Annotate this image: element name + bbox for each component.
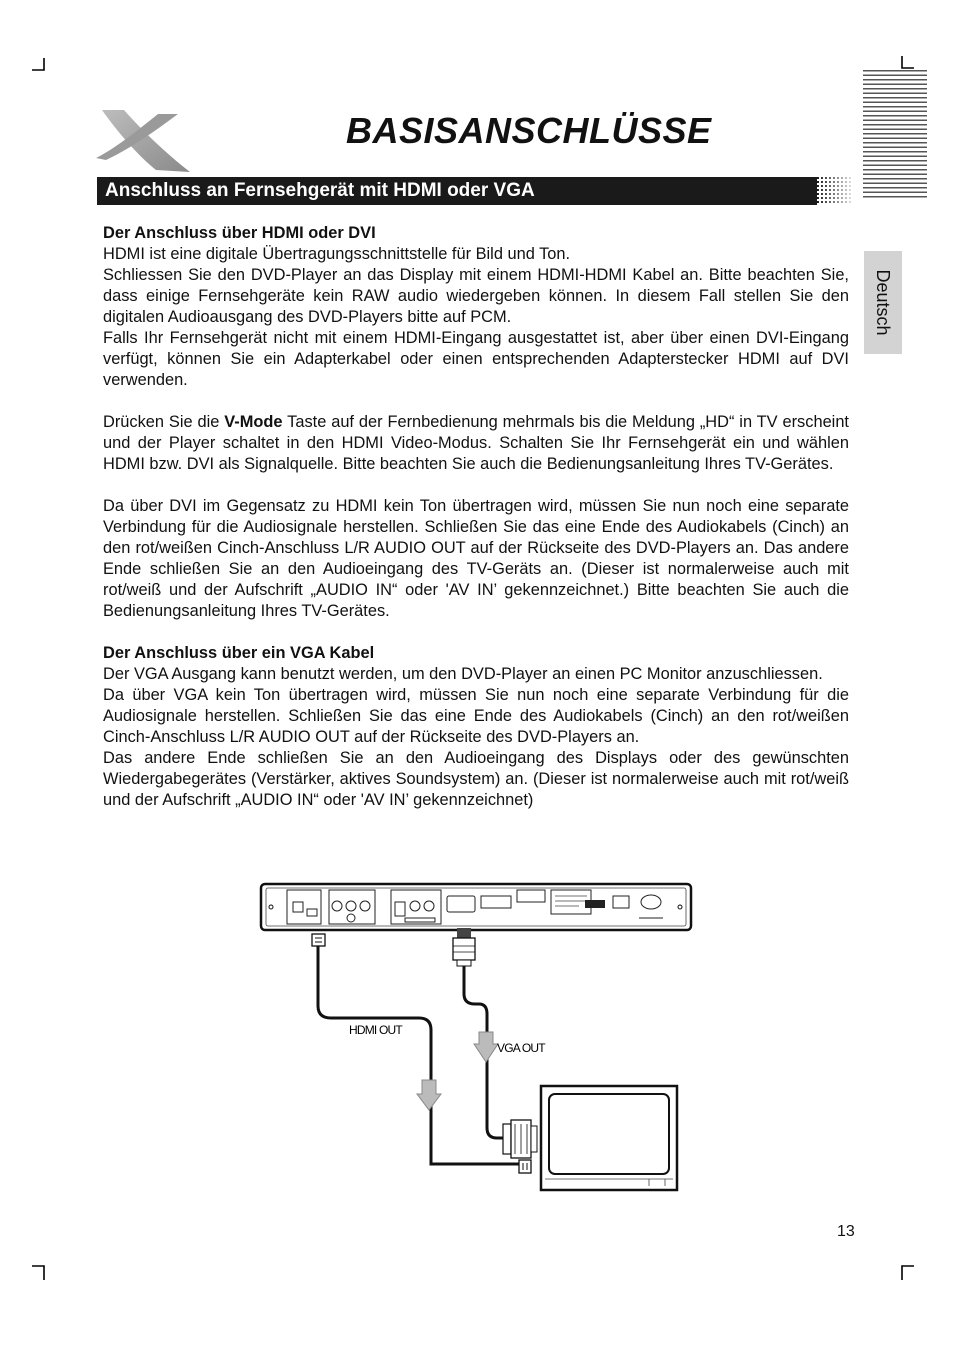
monitor-icon — [541, 1086, 677, 1190]
language-tab — [864, 251, 902, 354]
vga-out-label: VGA OUT — [497, 1041, 545, 1055]
vga-paragraph-1: Der VGA Ausgang kann benutzt werden, um den DVD-Player an einen PC Monitor anzuschliessen. — [103, 665, 823, 683]
vmode-key: V-Mode — [224, 413, 283, 431]
decorative-stripes — [863, 70, 927, 198]
vga-paragraph-3: Das andere Ende schließen Sie an den Audioeingang des Displays oder des gewünschten Wiedergabegerätes (Verstärker, aktives Soundsystem) an. (Dieser ist normalerweise auch mit rot/weiß und der Aufschrift „AUDIO IN“ oder 'AV IN’ gekennzeichnet) — [103, 749, 849, 809]
crop-mark-bottom-left — [30, 1264, 50, 1284]
language-tab-label: Deutsch — [873, 269, 893, 336]
vmode-text-pre: Drücken Sie die — [103, 413, 225, 431]
dvi-audio-paragraph: Da über DVI im Gegensatz zu HDMI kein Ton übertragen wird, müssen Sie nun noch eine separate Verbindung für die Audiosignale herstellen. Schließen Sie das eine Ende des Audiokabels (Cinch) an den rot/weißen Cinch-Anschluss L/R AUDIO OUT auf der Rückseite des DVD-Players an. Das andere Ende schließen Sie an den Audioeingang des TV-Geräts an. (Dieser ist normalerweise auch mit rot/weiß und der Aufschrift „AUDIO IN“ oder 'AV IN’ gekennzeichnet.) Bitte beachten Sie auch die Bedienungsanleitung Ihres TV-Gerätes. — [103, 497, 849, 620]
vmode-text-post: Taste auf der Fernbedienung mehrmals bis die Meldung „HD“ in TV erscheint und der Player schaltet in den HDMI Video-Modus. Schalten Sie Ihr Fernsehgerät ein und wählen HDMI bzw. DVI als Signalquelle. Bitte beachten Sie auch die Bedienungsanleitung Ihres TV-Gerätes. — [103, 413, 849, 473]
body-text — [103, 223, 849, 811]
crop-mark-top-left — [30, 58, 50, 74]
hdmi-paragraph-3: Falls Ihr Fernsehgerät nicht mit einem HDMI-Eingang ausgestattet ist, aber über einen DVI-Eingang verfügt, können Sie ein Adapterkabel oder einen entsprechenden Adapterstecker HDMI auf DVI verwenden. — [103, 329, 849, 389]
vmode-paragraph — [103, 412, 849, 475]
hdmi-out-label: HDMI OUT — [349, 1023, 402, 1037]
vga-paragraph-2: Da über VGA kein Ton übertragen wird, müssen Sie nun noch eine separate Verbindung für die Audiosignale herstellen. Schließen Sie das eine Ende des Audiokabels (Cinch) an den rot/weißen Cinch-Anschluss L/R AUDIO OUT auf der Rückseite des DVD-Players an. — [103, 686, 849, 746]
brand-logo-icon — [94, 108, 194, 176]
crop-mark-bottom-right — [898, 1264, 918, 1284]
hdmi-paragraph-1: HDMI ist eine digitale Übertragungsschnittstelle für Bild und Ton. — [103, 245, 571, 263]
hdmi-heading: Der Anschluss über HDMI oder DVI — [103, 224, 376, 242]
page-title: BASISANSCHLÜSSE — [346, 110, 712, 151]
hdmi-paragraph-2: Schliessen Sie den DVD-Player an das Display mit einem HDMI-HDMI Kabel an. Bitte beachten Sie, dass einige Fernsehgeräte kein RAW audio wiedergeben können. In diesem Fall stellen Sie den digitalen Audioausgang des DVD-Players bitte auf PCM. — [103, 266, 849, 326]
section-title: Anschluss an Fernsehgerät mit HDMI oder VGA — [105, 180, 535, 201]
page-number: 13 — [837, 1223, 855, 1240]
section-bar-pattern — [817, 177, 853, 205]
connection-diagram — [255, 876, 700, 1196]
dvd-player-back-panel — [261, 884, 691, 930]
vga-heading: Der Anschluss über ein VGA Kabel — [103, 644, 375, 662]
